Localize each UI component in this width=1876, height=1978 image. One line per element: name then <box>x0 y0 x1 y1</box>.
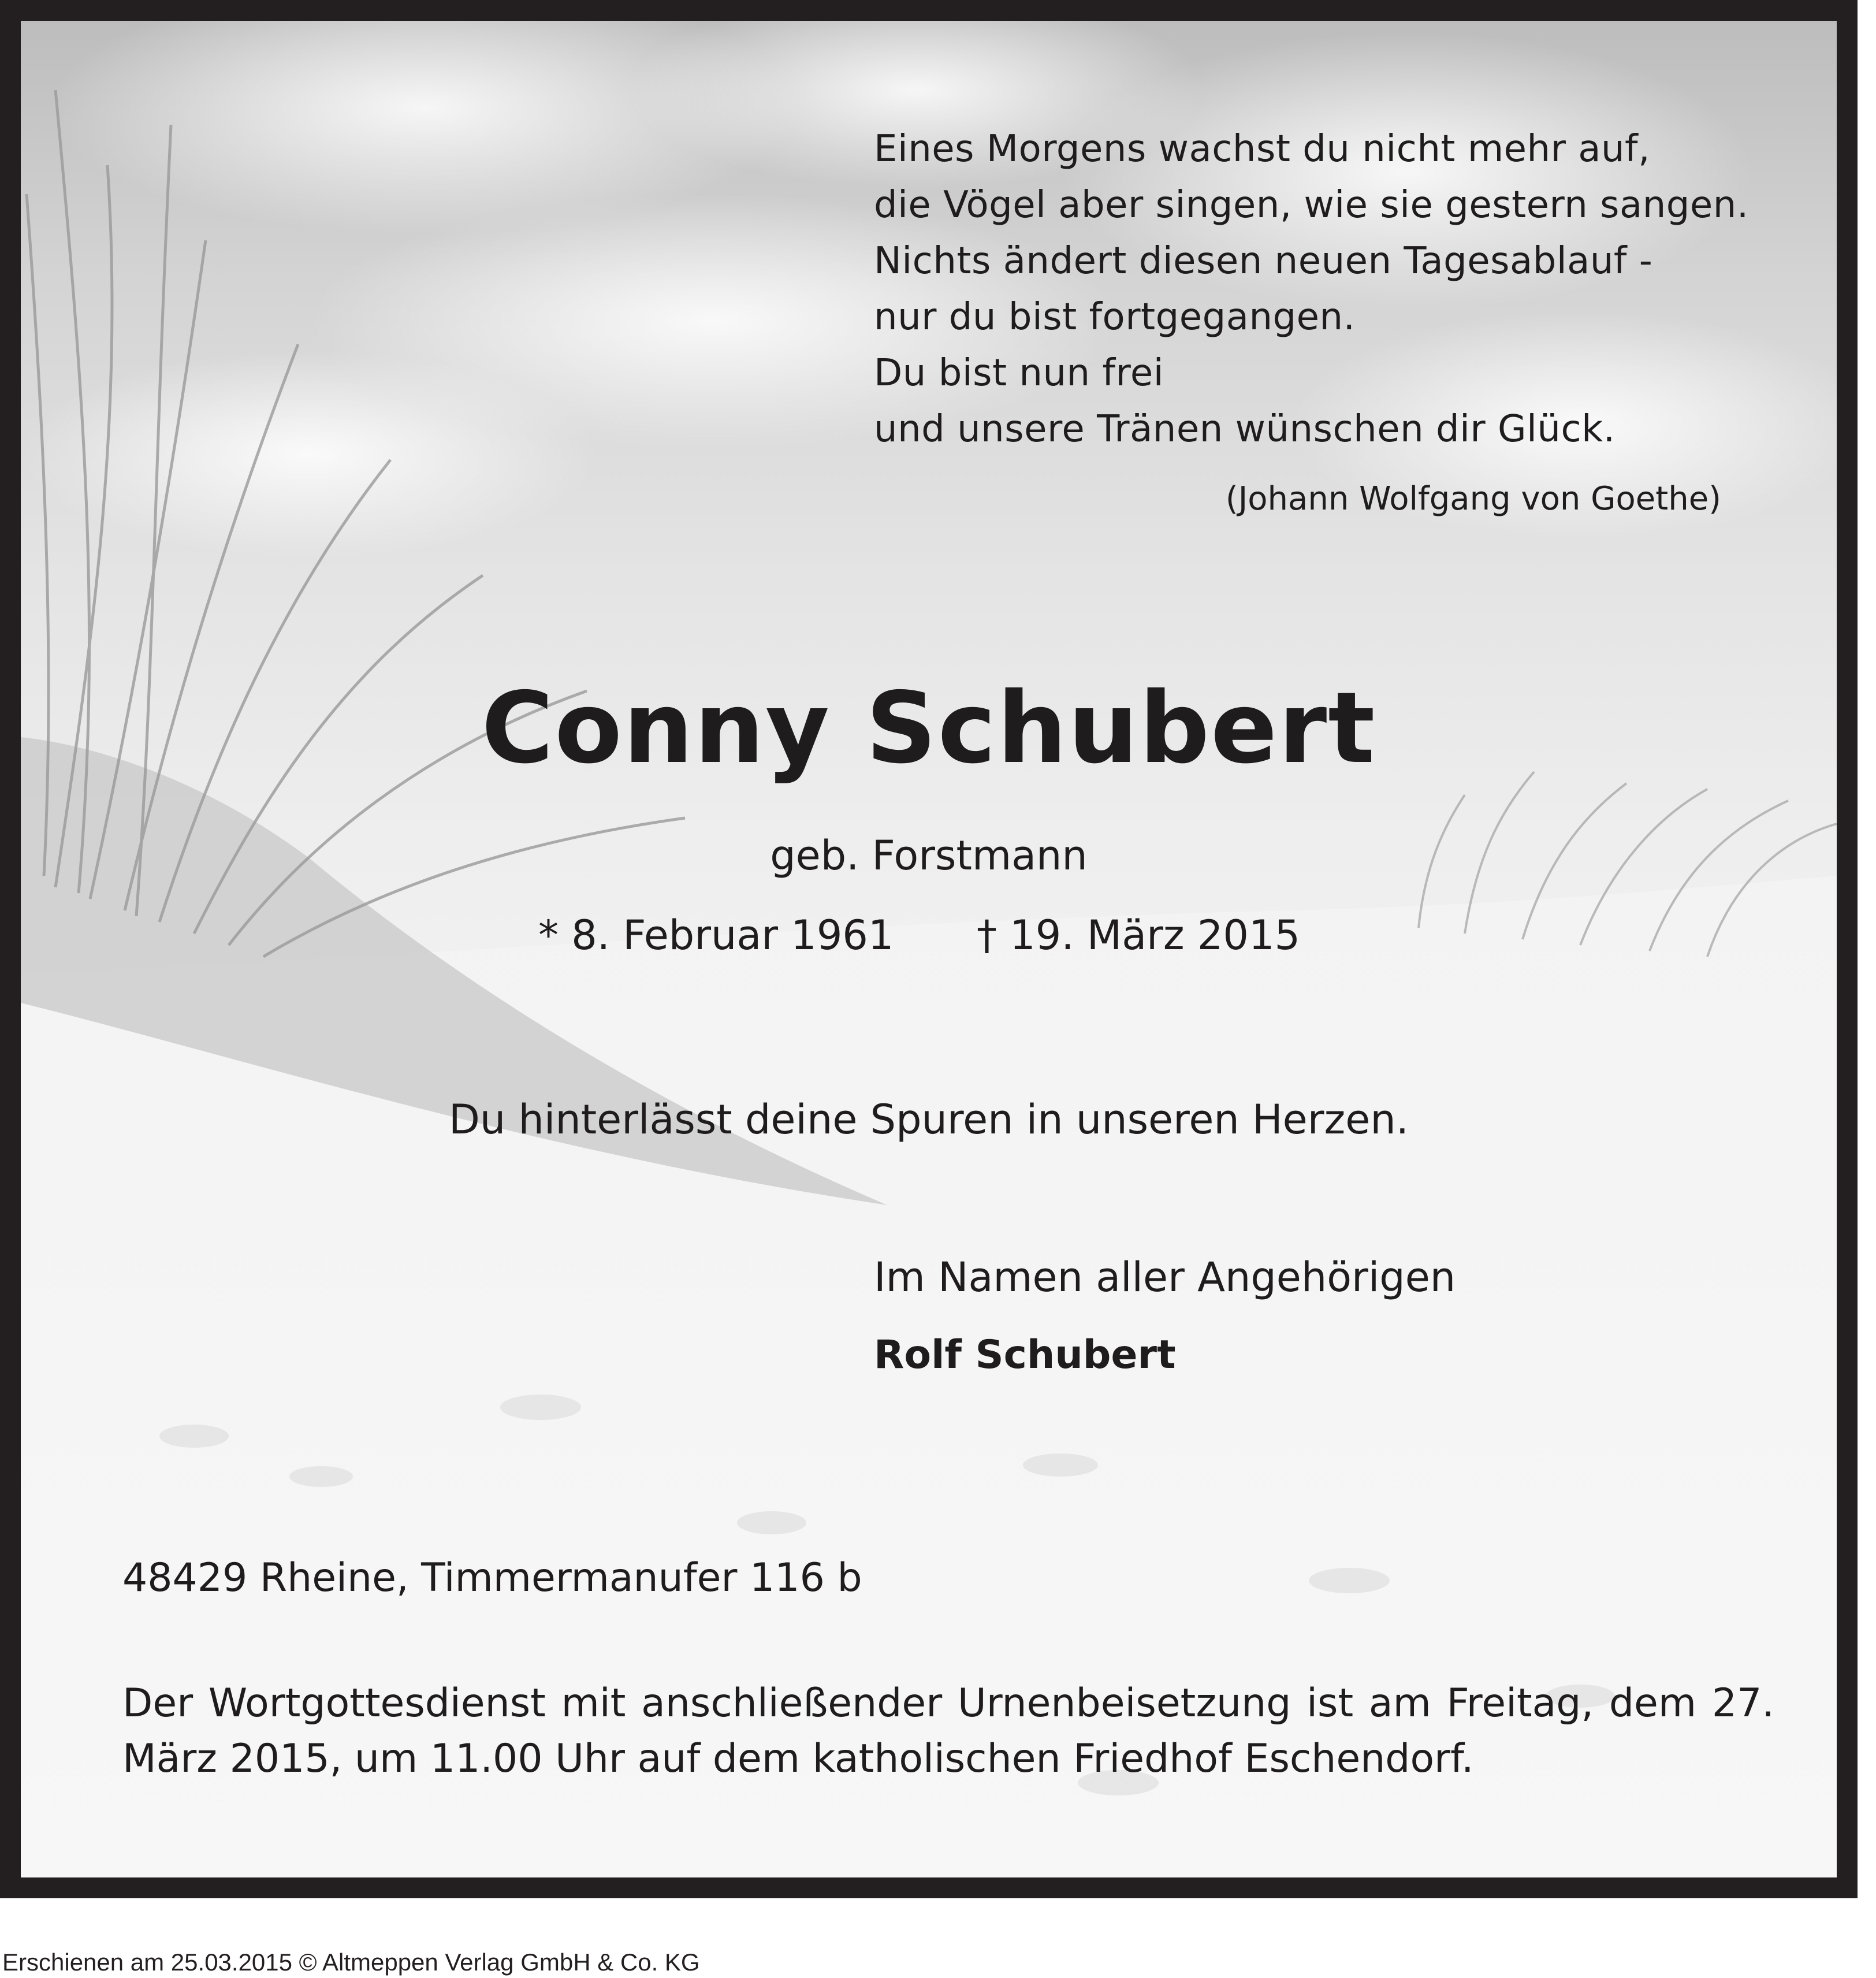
poem-line-5: Du bist nun frei <box>874 352 1164 395</box>
death-date: † 19. März 2015 <box>977 912 1301 959</box>
deceased-name: Conny Schubert <box>481 671 1376 786</box>
signature-name: Rolf Schubert <box>874 1332 1176 1378</box>
poem-line-1: Eines Morgens wachst du nicht mehr auf, <box>874 128 1650 170</box>
publication-footer: Erschienen am 25.03.2015 © Altmeppen Verlag GmbH & Co. KG <box>2 1949 700 1976</box>
funeral-service-info: Der Wortgottesdienst mit anschließender Urnenbeisetzung ist am Freitag, dem 27. März 2015, um 11.00 Uhr auf dem katholischen Friedhof Eschendorf. <box>122 1680 1774 1782</box>
poem-line-4: nur du bist fortgegangen. <box>874 296 1356 339</box>
maiden-name: geb. Forstmann <box>770 832 1088 879</box>
poem-line-6: und unsere Tränen wünschen dir Glück. <box>874 408 1616 451</box>
family-address: 48429 Rheine, Timmermanufer 116 b <box>122 1555 862 1601</box>
poem-line-2: die Vögel aber singen, wie sie gestern sangen. <box>874 184 1749 226</box>
signature-intro: Im Namen aller Angehörigen <box>874 1254 1456 1301</box>
poem-line-3: Nichts ändert diesen neuen Tagesablauf - <box>874 240 1653 282</box>
poem-attribution: (Johann Wolfgang von Goethe) <box>1225 480 1721 518</box>
birth-date: * 8. Februar 1961 <box>538 912 894 959</box>
memorial-message: Du hinterlässt deine Spuren in unseren Herzen. <box>449 1096 1409 1143</box>
